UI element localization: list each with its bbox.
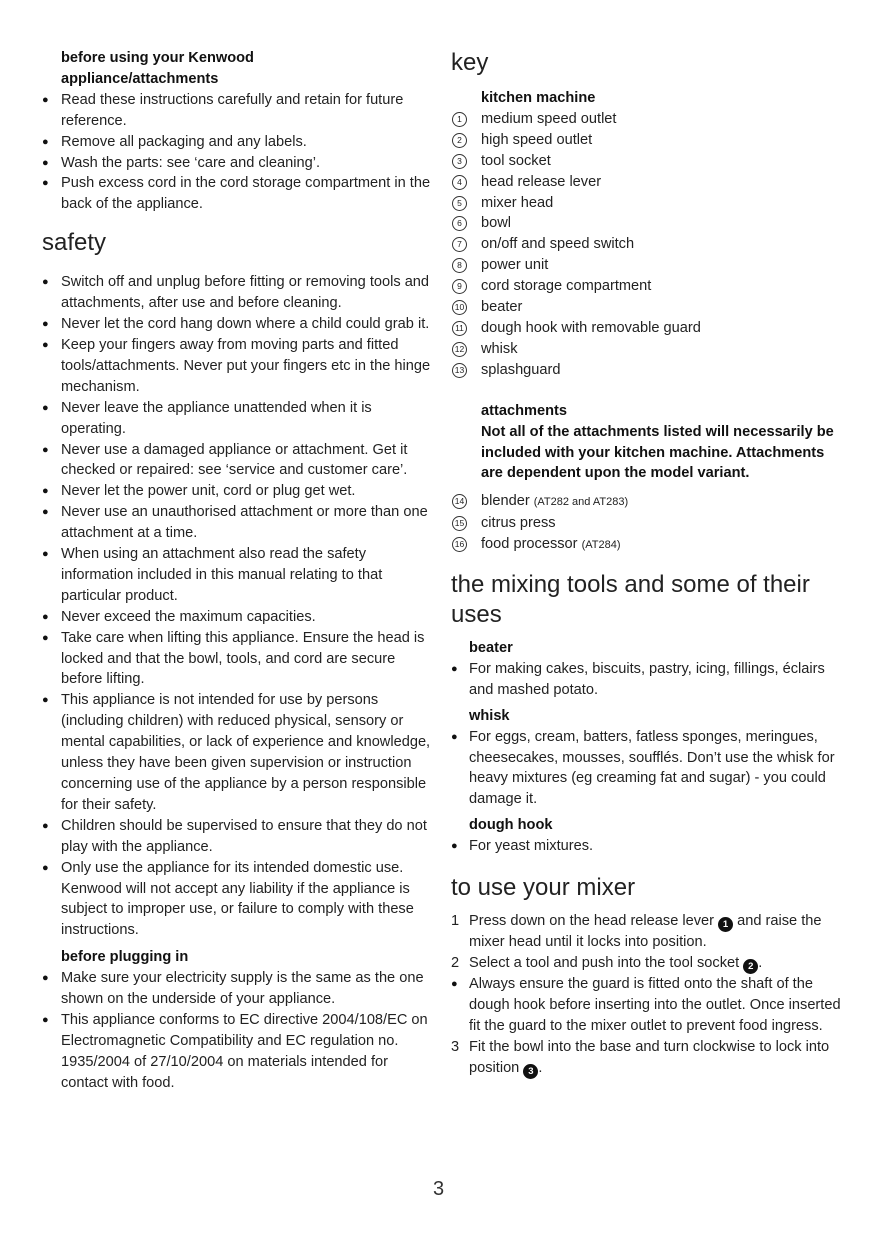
whisk-heading: whisk (469, 707, 510, 724)
key-label: medium speed outlet (481, 110, 617, 127)
number-circle: 11 (452, 321, 467, 336)
list-item: ● Keep your fingers away from moving parts and fitted tools/attachments. Never put your fingers etc in the hinge mechanism. (42, 335, 432, 398)
key-label: power unit (481, 257, 549, 274)
step-text: Press down on the head release lever (469, 913, 715, 930)
step-item (451, 1037, 846, 1079)
key-label: beater (481, 299, 523, 316)
key-label: bowl (481, 215, 512, 232)
key-label: tool socket (481, 152, 551, 169)
key-item (451, 360, 846, 381)
list-item: ● This appliance conforms to EC directive 2004/108/EC on Electromagnetic Compatibility and EC regulation no. 1935/2004 of 27/10/2004 on materials intended for contact with food. (42, 1010, 432, 1094)
number-circle: 4 (452, 175, 467, 190)
list-item: ● For making cakes, biscuits, pastry, icing, fillings, éclairs and mashed potato. (451, 659, 846, 701)
step-text: Fit the bowl into the base and turn clockwise to lock into position (469, 1038, 830, 1076)
figure-ref-badge: 1 (718, 917, 733, 932)
attachment-label: blender (481, 493, 530, 510)
key-label: cord storage compartment (481, 278, 652, 295)
key-label: splashguard (481, 361, 561, 378)
use-mixer-heading: to use your mixer (451, 874, 636, 902)
figure-ref-badge: 2 (743, 959, 758, 974)
key-label: high speed outlet (481, 131, 593, 148)
page-number: 3 (432, 1178, 445, 1200)
key-item (451, 276, 846, 297)
number-circle: 5 (452, 196, 467, 211)
number-circle: 8 (452, 258, 467, 273)
list-item: ● Remove all packaging and any labels. (42, 132, 432, 153)
step-number: 2 (451, 955, 460, 971)
key-item (451, 234, 846, 255)
list-item: ● Always ensure the guard is fitted onto the shaft of the dough hook before inserting into the outlet. Once inserted fit the guard to the mixer outlet to prevent food ingress. (451, 974, 846, 1037)
number-circle: 10 (452, 300, 467, 315)
key-label: mixer head (481, 194, 554, 211)
key-item (451, 130, 846, 151)
figure-ref-badge: 3 (523, 1064, 538, 1079)
key-label: head release lever (481, 173, 602, 190)
list-item: ● Wash the parts: see ‘care and cleaning’. (42, 153, 432, 174)
attachment-label: food processor (481, 536, 578, 553)
attachment-item (451, 491, 846, 513)
safety-heading: safety (42, 229, 107, 257)
dough-hook-heading: dough hook (469, 817, 553, 834)
number-circle: 2 (452, 133, 467, 148)
before-plugging-heading: before plugging in (61, 949, 189, 966)
step-text: . (758, 955, 763, 971)
model-code: (AT282 and AT283) (533, 496, 629, 509)
key-item (451, 318, 846, 339)
list-item: ● This appliance is not intended for use by persons (including children) with reduced physical, sensory or mental capabilities, or lack of experience and knowledge, unless they have been given supervision or instruction concerning use of the appliance by a person responsible for their safety. (42, 690, 432, 815)
key-label: dough hook with removable guard (481, 319, 701, 336)
list-item: ● Children should be supervised to ensure that they do not play with the appliance. (42, 816, 432, 858)
step-number: 1 (451, 913, 460, 930)
step-item (451, 953, 846, 974)
number-circle: 1 (452, 112, 467, 127)
attachment-label: citrus press (481, 515, 556, 532)
list-item: ● For yeast mixtures. (451, 836, 846, 857)
list-item: ● Only use the appliance for its intended domestic use. Kenwood will not accept any liability if the appliance is subject to improper use, or failure to comply with these instructions. (42, 858, 432, 942)
step-item (451, 911, 846, 953)
number-circle: 12 (452, 342, 467, 357)
mixing-tools-heading: the mixing tools and some of their uses (451, 571, 810, 629)
before-using-heading: before using your Kenwood appliance/attachments (61, 50, 254, 87)
attachment-item (451, 534, 846, 556)
list-item: ● Push excess cord in the cord storage compartment in the back of the appliance. (42, 173, 432, 215)
number-circle: 13 (452, 363, 467, 378)
list-item: ● Make sure your electricity supply is the same as the one shown on the underside of your appliance. (42, 968, 432, 1010)
right-column (451, 48, 846, 1079)
key-item (451, 213, 846, 234)
list-item: ● Never leave the appliance unattended when it is operating. (42, 398, 432, 440)
list-item: ● Never let the power unit, cord or plug get wet. (42, 481, 432, 502)
list-item: ● Switch off and unplug before fitting or removing tools and attachments, after use and before cleaning. (42, 272, 432, 314)
number-circle: 3 (452, 154, 467, 169)
list-item: ● Never let the cord hang down where a child could grab it. (42, 314, 432, 335)
key-label: on/off and speed switch (481, 236, 635, 253)
list-item: ● Never use an unauthorised attachment or more than one attachment at a time. (42, 502, 432, 544)
attachments-note: Not all of the attachments listed will necessarily be included with your kitchen machine. Attachments are dependent upon the model variant. (481, 423, 834, 482)
attachments-heading: attachments (481, 402, 567, 419)
number-circle: 15 (452, 516, 467, 531)
list-item: ● For eggs, cream, batters, fatless sponges, meringues, cheesecakes, mousses, soufflés. Don’t use the whisk for heavy mixtures (eg creaming fat and sugar) - you could damage it. (451, 727, 846, 811)
key-item (451, 339, 846, 360)
list-item: ● Never exceed the maximum capacities. (42, 607, 432, 628)
kitchen-machine-heading: kitchen machine (481, 90, 596, 106)
model-code: (AT284) (581, 539, 621, 552)
attachment-item (451, 513, 846, 534)
number-circle: 16 (452, 537, 467, 552)
key-heading: key (451, 49, 489, 76)
number-circle: 6 (452, 216, 467, 231)
list-item: ● When using an attachment also read the safety information included in this manual relating to that particular product. (42, 544, 432, 607)
left-column (42, 48, 432, 1094)
key-item (451, 297, 846, 318)
beater-heading: beater (469, 640, 513, 657)
list-item: ● Take care when lifting this appliance. Ensure the head is locked and that the bowl, tools, and cord are secure before lifting. (42, 628, 432, 691)
number-circle: 9 (452, 279, 467, 294)
list-item: ● Read these instructions carefully and retain for future reference. (42, 90, 432, 132)
key-label: whisk (481, 340, 518, 357)
list-item: ● Never use a damaged appliance or attachment. Get it checked or repaired: see ‘service and customer care’. (42, 440, 432, 482)
key-item (451, 172, 846, 193)
key-item (451, 255, 846, 276)
step-number: 3 (451, 1038, 460, 1055)
key-item (451, 109, 846, 130)
key-item (451, 151, 846, 172)
number-circle: 7 (452, 237, 467, 252)
key-item (451, 193, 846, 214)
step-text: Select a tool and push into the tool socket (469, 955, 740, 971)
number-circle: 14 (452, 494, 467, 509)
step-text: . (538, 1059, 543, 1076)
step-text: and raise the mixer head until it locks into position. (469, 913, 822, 951)
